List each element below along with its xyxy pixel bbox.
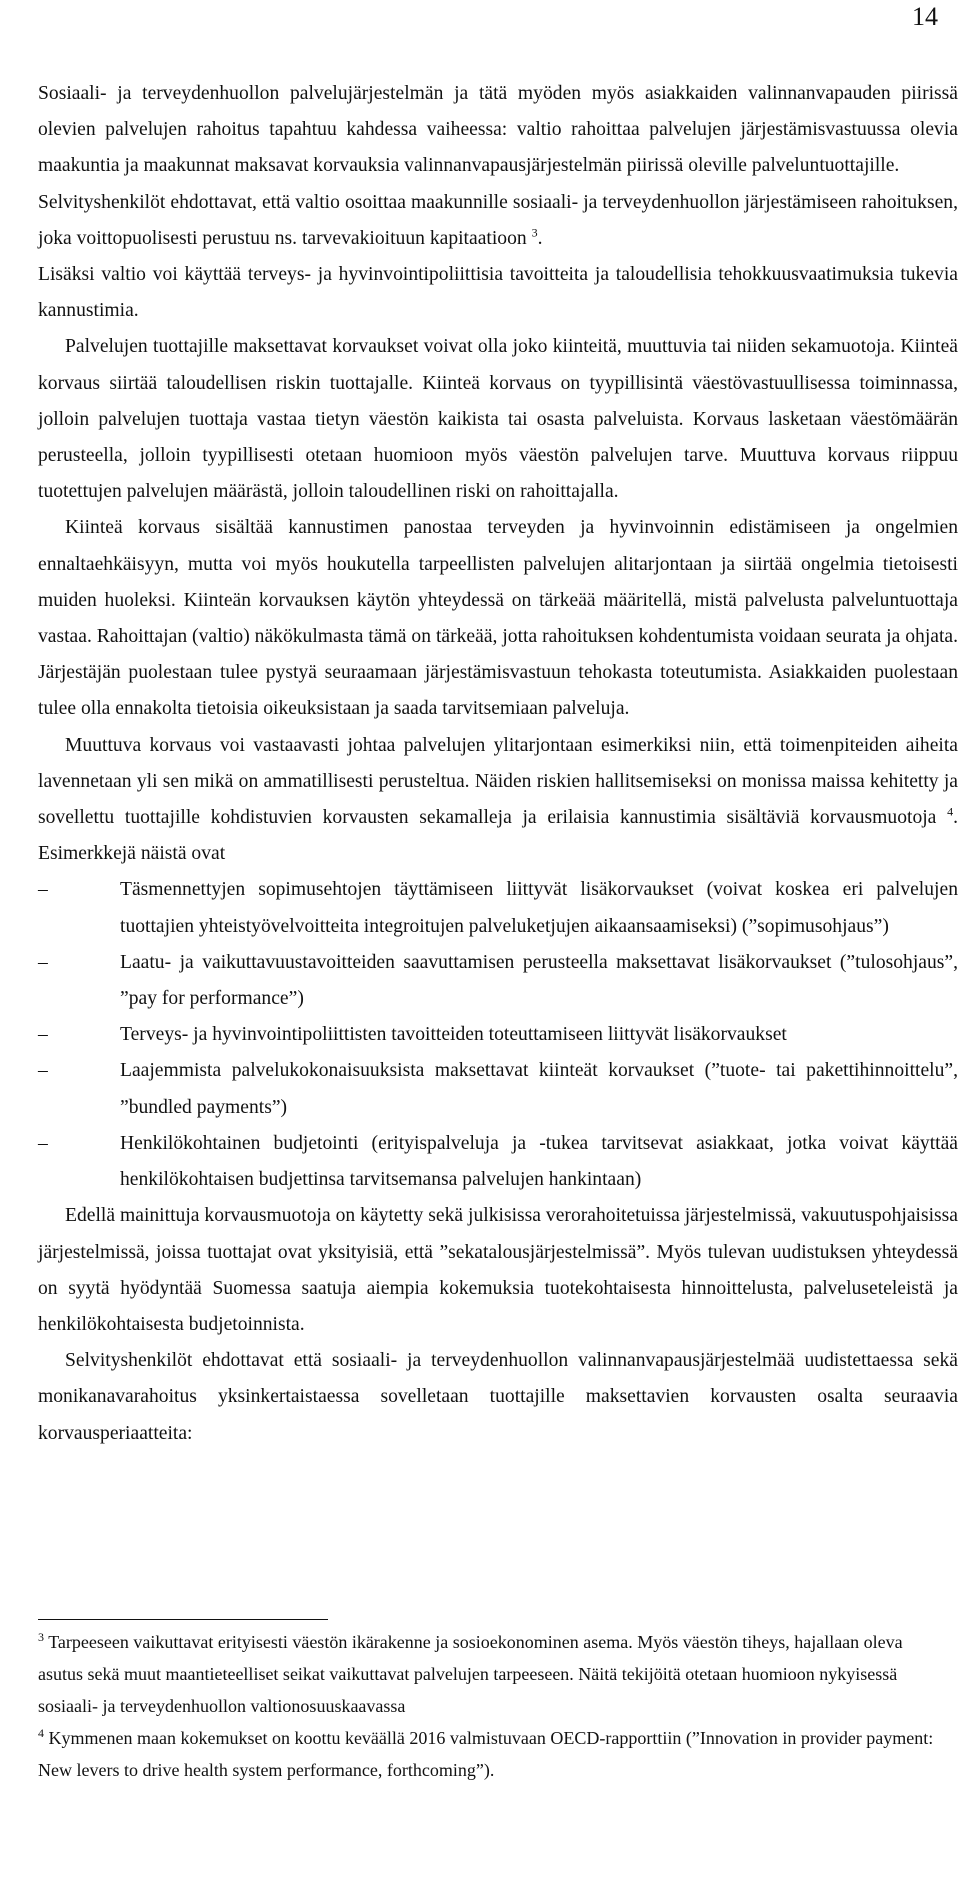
paragraph-muuttuva-korvaus: Muuttuva korvaus voi vastaavasti johtaa palvelujen ylitarjontaan esimerkiksi niin, että toimenpiteiden aiheita lavennetaan yli sen mikä on ammatillisesti perusteltua. Näiden riskien hallitsemiseksi on monissa maissa kehitetty ja sovellettu tuottajille kohdistuvien korvausten sekamalleja ja erilaisia kannustimia sisältäviä korvausmuotoja $^4$. Esimerkkejä näistä ovat: [38, 734, 958, 865]
list-item-text: Laajemmista palvelukokonaisuuksista maksettavat kiinteät korvaukset (”tuote- tai pakettihinnoittelu”, ”bundled payments”): [120, 1060, 958, 1118]
list-item-text: Henkilökohtainen budjetointi (erityispalveluja ja -tukea tarvitsevat asiakkaat, jotka voivat käyttää henkilökohtaisen budjettinsa tarvitsemansa palvelujen hankintaan): [120, 1132, 958, 1191]
list-item: [38, 1053, 958, 1125]
paragraph-kapitaatio: Selvityshenkilöt ehdottavat, että valtio osoittaa maakunnille sosiaali- ja terveydenhuollon järjestämiseen rahoituksen, joka voittopuolisesti perustuu ns. tarvevakioituun kapitaatioon $^3$.: [38, 191, 958, 249]
page-number: 14: [912, 2, 938, 31]
list-item-text: Täsmennettyjen sopimusehtojen täyttämiseen liittyvät lisäkorvaukset (voivat koskea eri palvelujen tuottajien yhteistyövelvoitteita integroitujen palveluketjujen aikaansaamiseksi) (”sopimusohjaus”): [120, 879, 958, 937]
list-item: [38, 1017, 958, 1053]
paragraph-kiintea-korvaus: Kiinteä korvaus sisältää kannustimen panostaa terveyden ja hyvinvoinnin edistämiseen ja ongelmien ennaltaehkäisyyn, mutta voi myös houkutella tarpeellisten palvelujen alitarjontaan ja siirtää ongelmia tietoisesti muiden huoleksi. Kiinteän korvauksen käytön yhteydessä on tärkeää määritellä, mistä palvelusta palveluntuottaja vastaa. Rahoittajan (valtio) näkökulmasta tämä on tärkeää, jotta rahoituksen kohdentumista voidaan seurata ja ohjata. Järjestäjän puolestaan tulee pystyä seuraamaan järjestämisvastuun tehokasta toteutumista. Asiakkaiden puolestaan tulee olla ennakolta tietoisia oikeuksistaan ja saada tarvitsemiaan palveluja.: [38, 517, 958, 720]
list-item: [38, 872, 958, 944]
paragraph-esimerkit-lead: Esimerkkejä näistä ovat: [38, 843, 226, 865]
paragraph-kokemukset: Edellä mainittuja korvausmuotoja on käytetty sekä julkisissa verorahoitetuissa järjestelmissä, vakuutuspohjaisissa järjestelmissä, joissa tuottajat ovat yksityisiä, että ”sekatalousjärjestelmissä”. Myös tulevan uudistuksen yhteydessä on syytä hyödyntää Suomessa saatuja aiempia kokemuksia tuotekohtaisesta hinnoittelusta, palveluseteleistä ja henkilökohtaisesta budjetoinnista.: [38, 1205, 958, 1335]
paragraph-muuttuva-korvaus-text: Muuttuva korvaus voi vastaavasti johtaa palvelujen ylitarjontaan esimerkiksi niin, että toimenpiteiden aiheita lavennetaan yli sen mikä on ammatillisesti perusteltua. Näiden riskien hallitsemiseksi on monissa maissa kehitetty ja sovellettu tuottajille kohdistuvien korvausten sekamalleja ja erilaisia kannustimia sisältäviä korvausmuotoja: [38, 734, 958, 829]
footnote-text: Kymmenen maan kokemukset on koottu keväällä 2016 valmistuvaan OECD-rapporttiin (”Innovation in provider payment: New levers to drive health system performance, forthcoming”).: [38, 1728, 934, 1780]
footnote-3: [38, 1626, 940, 1722]
list-dash: –: [38, 1060, 48, 1082]
list-item: [38, 1126, 958, 1198]
list-item: [38, 945, 958, 1017]
list-item-text: Laatu- ja vaikuttavuustavoitteiden saavuttamisen perusteella maksettavat lisäkorvaukset (”tulosohjaus”, ”pay for performance”): [120, 951, 958, 1010]
list-dash: –: [38, 1132, 48, 1154]
paragraph-kapitaatio-text: Selvityshenkilöt ehdottavat, että valtio osoittaa maakunnille sosiaali- ja terveydenhuollon järjestämiseen rahoituksen, joka voittopuolisesti perustuu ns. tarvevakioituun kapitaatioon: [38, 191, 958, 249]
footnotes: [38, 1626, 940, 1786]
paragraph-rahoitus: Sosiaali- ja terveydenhuollon palvelujärjestelmän ja tätä myöden myös asiakkaiden valinnanvapauden piirissä olevien palvelujen rahoitus tapahtuu kahdessa vaiheessa: valtio rahoittaa palvelujen järjestämisvastuussa olevia maakuntia ja maakunnat maksavat korvauksia valinnanvapausjärjestelmän piirissä oleville palveluntuottajille.: [38, 83, 958, 177]
footnote-number: 3: [38, 1630, 44, 1644]
example-list: [38, 872, 958, 1198]
body-text: [38, 76, 958, 1452]
footnote-4: [38, 1722, 940, 1786]
footnote-ref-4[interactable]: 4: [947, 804, 954, 819]
list-item-text: Terveys- ja hyvinvointipoliittisten tavoitteiden toteuttamiseen liittyvät lisäkorvaukset: [120, 1024, 787, 1046]
footnote-divider: [38, 1619, 328, 1620]
footnote-text: Tarpeeseen vaikuttavat erityisesti väestön ikärakenne ja sosioekonominen asema. Myös väestön tiheys, hajallaan oleva asutus sekä muut maantieteelliset seikat vaikuttavat palvelujen tarpeeseen. Näitä tekijöitä otetaan huomioon nykyisessä sosiaali- ja terveydenhuollon valtionosuuskaavassa: [38, 1632, 903, 1716]
list-dash: –: [38, 879, 48, 901]
list-dash: –: [38, 951, 48, 973]
footnote-number: 4: [38, 1726, 44, 1740]
paragraph-kannustimet: Lisäksi valtio voi käyttää terveys- ja hyvinvointipoliittisia tavoitteita ja taloudellisia tehokkuusvaatimuksia tukevia kannustimia.: [38, 264, 958, 322]
list-dash: –: [38, 1024, 48, 1046]
footnote-ref-3[interactable]: 3: [531, 225, 538, 240]
paragraph-korvaukset: Palvelujen tuottajille maksettavat korvaukset voivat olla joko kiinteitä, muuttuvia tai niiden sekamuotoja. Kiinteä korvaus siirtää taloudellisen riskin tuottajalle. Kiinteä korvaus on tyypillisintä väestövastuullisessa toiminnassa, jolloin palvelujen tuottaja vastaa tietyn väestön kaikista tai osasta palveluista. Korvaus lasketaan väestömäärän perusteella, jolloin tyypillisesti otetaan huomioon myös väestön palvelujen tarve. Muuttuva korvaus riippuu tuotettujen palvelujen määrästä, jolloin taloudellinen riski on rahoittajalla.: [38, 336, 958, 503]
paragraph-korvausperiaatteet: Selvityshenkilöt ehdottavat että sosiaali- ja terveydenhuollon valinnanvapausjärjestelmää uudistettaessa sekä monikanavarahoitus yksinkertaistaessa sovelletaan tuottajille maksettavien korvausten osalta seuraavia korvausperiaatteita:: [38, 1350, 958, 1444]
